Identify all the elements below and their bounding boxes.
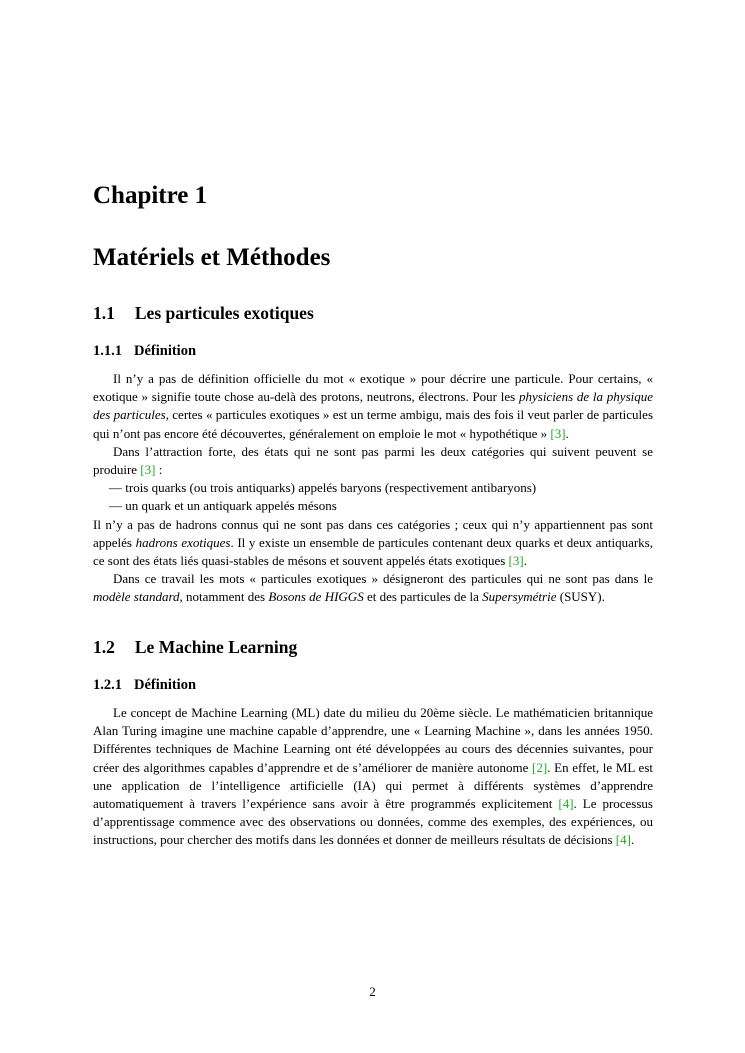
citation-link[interactable]: [2]: [532, 759, 548, 775]
paragraph: [93, 704, 653, 850]
item-list: [93, 479, 653, 515]
subsection-number: 1.2.1: [93, 676, 122, 693]
citation-link[interactable]: [4]: [615, 832, 631, 848]
section-heading-1-2: [93, 637, 653, 658]
text-run: , notamment des: [179, 589, 269, 605]
subsection-number: 1.1.1: [93, 342, 122, 359]
section-number: 1.2: [93, 636, 115, 657]
chapter-title: Matériels et Méthodes: [93, 243, 331, 271]
citation-link[interactable]: [4]: [558, 795, 574, 811]
list-item: [93, 497, 653, 515]
text-run: . En effet, le ML est une application de l’intelligence artificielle (IA) qui permet à différents systèmes d’apprendre automatiquement à travers l’expérience sans avoir à être programmés explicitement: [93, 759, 653, 811]
text-run: Il n’y a pas de définition officielle du mot « exotique » pour décrire une particule. Pour certains, « exotique » signifie toute chose au-delà des protons, neutrons, électrons. Pour les: [93, 370, 653, 405]
section-title: Le Machine Learning: [134, 636, 298, 657]
paragraph: [93, 443, 653, 479]
text-run: . Il y existe un ensemble de particules contenant deux quarks et deux antiquarks, ce sont des états liés quasi-stables de mésons et souvent appelés états exotiques: [93, 534, 653, 568]
paragraph: [93, 370, 653, 443]
citation-link[interactable]: [3]: [140, 461, 156, 477]
text-run: Bosons de HIGGS: [268, 589, 364, 605]
text-run: .: [565, 425, 569, 441]
paragraph: [93, 570, 653, 606]
text-run: et des particules de la: [363, 589, 483, 605]
text-run: (SUSY).: [556, 589, 605, 605]
text-run: .: [523, 552, 527, 568]
text-run: — trois quarks (ou trois antiquarks) appelés baryons (respectivement antibaryons): [109, 480, 537, 496]
text-run: , certes « particules exotiques » est un terme ambigu, mais des fois il veut parler de particules qui n’ont pas encore été découvertes, généralement on emploie le mot « hypothétique »: [93, 407, 654, 441]
text-run: hadrons exotiques: [135, 534, 231, 550]
chapter-label: Chapitre 1: [93, 182, 208, 209]
subsection-title: Définition: [134, 676, 197, 693]
section-title: Les particules exotiques: [134, 302, 314, 323]
section-number: 1.1: [93, 302, 115, 323]
citation-link[interactable]: [3]: [508, 552, 524, 568]
subsection-title: Définition: [134, 342, 197, 359]
text-run: Il n’y a pas de hadrons connus qui ne sont pas dans ces catégories ; ceux qui n’y appartiennent pas sont appelés: [93, 516, 653, 550]
text-run: Dans l’attraction forte, des états qui ne sont pas parmi les deux catégories qui suivent peuvent se produire: [93, 443, 653, 477]
subsection-heading-1-1-1: [93, 343, 653, 360]
citation-link[interactable]: [3]: [550, 425, 566, 441]
text-run: :: [155, 461, 163, 477]
text-run: .: [630, 832, 635, 848]
subsection-heading-1-2-1: [93, 677, 653, 694]
text-run: — un quark et un antiquark appelés mésons: [109, 498, 337, 514]
list-item: [93, 479, 653, 497]
section-heading-1-1: [93, 303, 653, 324]
text-run: modèle standard: [93, 589, 180, 605]
paragraph: [93, 516, 653, 571]
text-column: [93, 0, 653, 850]
text-run: Supersymétrie: [482, 589, 557, 605]
text-run: Le concept de Machine Learning (ML) date du milieu du 20ème siècle. Le mathématicien britannique Alan Turing imagine une machine capable d’apprendre, une « Learning Machine », dans les années 1950. Différentes techniques de Machine Learning ont été développées au cours des décennies suivantes, pour créer des algorithmes capables d’apprendre et de s’améliorer de manière autonome: [93, 704, 653, 775]
text-run: physiciens de la physique des particules: [93, 389, 654, 423]
text-run: . Le processus d’apprentissage commence avec des observations ou données, comme des exemples, des expériences, ou instructions, pour chercher des motifs dans les données et donner de meilleurs résultats de décisions: [93, 795, 653, 848]
page-number: 2: [369, 984, 376, 999]
text-run: Dans ce travail les mots « particules exotiques » désigneront des particules qui ne sont pas dans le: [113, 571, 653, 587]
